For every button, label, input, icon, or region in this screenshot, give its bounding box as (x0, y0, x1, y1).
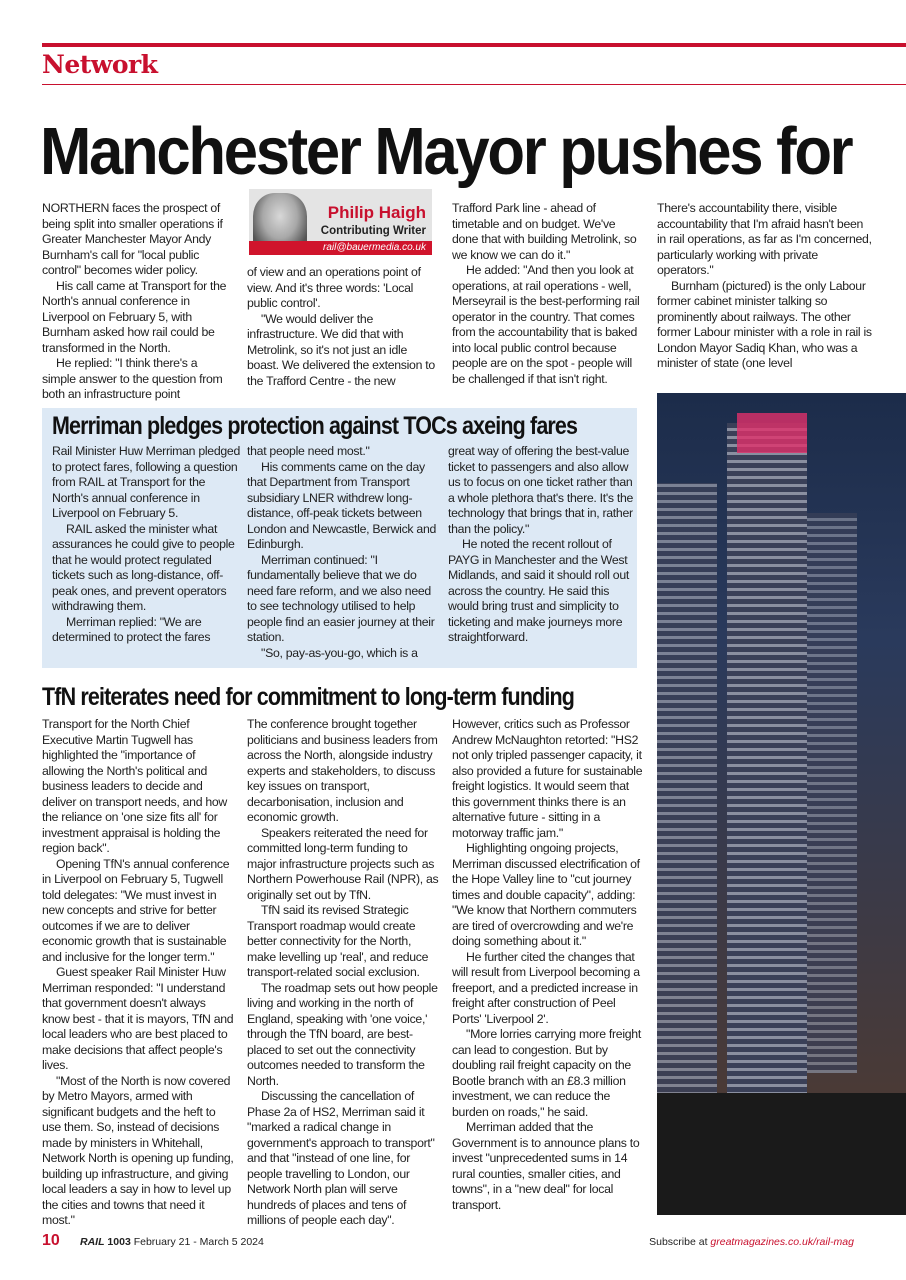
top-rule (42, 43, 906, 47)
main-col-3 (452, 201, 644, 387)
paragraph: He noted the recent rollout of PAYG in Manchester and the West Midlands, and said it should roll out across the country. He said this would bring trust and simplicity to ticketing and make journeys more straightforward. (448, 537, 629, 644)
paragraph: "Most of the North is now covered by Metro Mayors, armed with significant budgets and the heft to use them. So, instead of decisions made by ministers in Whitehall, Network North is opening up funding, building up infrastructure, and giving local leaders a say in how to level up the cities and towns that need it most." (42, 1073, 234, 1227)
paragraph: great way of offering the best-value ticket to passengers and also allow us to focus on one ticket rather than a whole plethora that's there. It's the technology that brings that in, rather than the policy." (448, 444, 634, 536)
headline: Manchester Mayor pushes for (40, 114, 852, 189)
section-label: Network (42, 50, 158, 79)
box-col-1 (52, 444, 240, 646)
byline-box (249, 189, 432, 255)
paragraph: He replied: "I think there's a simple answer to the question from both an infrastructure point (42, 356, 223, 401)
paragraph: Merriman replied: "We are determined to protect the fares (52, 614, 211, 644)
author-name: Philip Haigh (327, 203, 426, 222)
main-col-1 (42, 201, 232, 403)
author-role: Contributing Writer (320, 225, 426, 237)
paragraph: NORTHERN faces the prospect of being split into smaller operations if Greater Manchester Mayor Andy Burnham's call for "local public control" becomes wider policy. (42, 201, 223, 277)
story2-col-2 (247, 717, 439, 1229)
paragraph: Merriman continued: "I fundamentally believe that we do need fare reform, and we also need to see technology utilised to help people find an easier journey at their station. (247, 552, 435, 644)
paragraph: The roadmap sets out how people living and working in the north of England, speaking with 'one voice,' through the TfN board, are best-placed to set out the connectivity outcomes needed to transform the North. (247, 980, 438, 1088)
main-col-4 (657, 201, 872, 372)
paragraph: Opening TfN's annual conference in Liverpool on February 5, Tugwell told delegates: "We must invest in new concepts and strive for better outcomes if we are to deliver economic growth that is sustainable and inclusive for the longer term." (42, 856, 230, 964)
issue-info (80, 1236, 264, 1248)
paragraph: Rail Minister Huw Merriman pledged to protect fares, following a question from RAIL at Transport for the North's annual conference in Liverpool on February 5. (52, 444, 240, 520)
story2-col-1 (42, 717, 234, 1229)
paragraph: Speakers reiterated the need for committed long-term funding to major infrastructure projects such as Northern Powerhouse Rail (NPR), as originally set out by TfN. (247, 825, 439, 902)
paragraph: Discussing the cancellation of Phase 2a of HS2, Merriman said it "marked a radical change in government's approach to transport" and that "instead of one line, for people travelling to London, our Network North plan will serve hundreds of places and tens of millions of people each day". (247, 1089, 435, 1227)
paragraph: His comments came on the day that Department from Transport subsidiary LNER withdrew long-distance, off-peak tickets between London and Newcastle, Berwick and Edinburgh. (247, 459, 437, 551)
paragraph: that people need most." (247, 444, 370, 458)
section-rule (42, 84, 906, 85)
main-col-2 (247, 265, 439, 389)
box-title: Merriman pledges protection against TOCs axeing fares (52, 412, 578, 440)
box-col-3 (448, 444, 634, 646)
paragraph: He added: "And then you look at operations, at rail operations - well, Merseyrail is the best-performing rail operator in the country. That comes from the accountability that is baked into local public control because people are on the spot - people will be challenged if that isn't right. (452, 263, 640, 386)
paragraph: Guest speaker Rail Minister Huw Merriman responded: "I understand that government doesn't always know best - that it is mayors, TfN and local leaders who are best placed to make decisions that affect people's lives. (42, 965, 234, 1072)
issue-number: 1003 (107, 1236, 131, 1248)
manchester-skyline-photo (657, 393, 906, 1215)
paragraph: Merriman added that the Government is to announce plans to invest "unprecedented sums in 14 rural counties, smaller cities, and towns", in a "new deal" for local transport. (452, 1120, 640, 1212)
paragraph: Burnham (pictured) is the only Labour former cabinet minister talking so prominently about railways. The other former Labour minister with a role in rail is London Mayor Sadiq Khan, who was a minister of state (one level (657, 278, 872, 370)
subscribe-label: Subscribe at (649, 1236, 708, 1248)
story2-col-3 (452, 717, 644, 1213)
paragraph: "So, pay-as-you-go, which is a (261, 645, 418, 660)
story2-title: TfN reiterates need for commitment to long-term funding (42, 683, 575, 711)
paragraph: He further cited the changes that will result from Liverpool becoming a freeport, and a predicted increase in freight after construction of Peel Ports' 'Liverpool 2'. (452, 949, 640, 1026)
paragraph: "More lorries carrying more freight can lead to congestion. But by doubling rail freight capacity on the Bootle branch with an £8.3 million investment, we can reduce the burden on roads," he said. (452, 1027, 641, 1119)
paragraph: RAIL asked the minister what assurances he could give to people that he would protect regulated tickets such as long-distance, off-peak ones, and prevent operators withdrawing them. (52, 521, 235, 613)
paragraph: His call came at Transport for the North's annual conference in Liverpool on February 5, with Burnham asked how rail could be transformed in the North. (42, 278, 227, 355)
paragraph: However, critics such as Professor Andrew McNaughton retorted: "HS2 not only tripled passenger capacity, it also provided a future for sustainable freight logistics. It would seem that this government thinks there is an alternative future - sitting in a motorway traffic jam." (452, 717, 643, 840)
paragraph: of view and an operations point of view. And it's three words: 'Local public control'. (247, 265, 421, 310)
magazine-name: RAIL (80, 1236, 105, 1248)
subscribe-link[interactable]: greatmagazines.co.uk/rail-mag (710, 1236, 854, 1248)
paragraph: There's accountability there, visible accountability that I'm afraid hasn't been in rail operations, as far as I'm concerned, particularly working with private operators." (657, 201, 872, 277)
page-number: 10 (42, 1232, 60, 1249)
box-col-2 (247, 444, 439, 661)
paragraph: TfN said its revised Strategic Transport roadmap would create better connectivity for the North, make levelling up 'real', and reduce transport-related social exclusion. (247, 903, 429, 979)
paragraph: The conference brought together politicians and business leaders from across the North, alongside industry experts and stakeholders, to discuss key issues on transport, decarbonisation, inclusion and economic growth. (247, 717, 438, 824)
author-email[interactable]: rail@bauermedia.co.uk (249, 241, 432, 255)
paragraph: Transport for the North Chief Executive Martin Tugwell has highlighted the "importance of allowing the North's political and business leaders to decide and deliver on transport needs, and how the reliance on 'one size fits all' for investment appraisal is holding the region back". (42, 717, 228, 855)
issue-dates: February 21 - March 5 2024 (133, 1236, 264, 1248)
paragraph: "We would deliver the infrastructure. We did that with Metrolink, so it's not just an idle boast. We delivered the extension to the Trafford Centre - the new (247, 311, 435, 388)
subscribe-line (649, 1236, 854, 1248)
paragraph: Trafford Park line - ahead of timetable and on budget. We've done that with building Metrolink, so we know we can do it." (452, 201, 637, 262)
paragraph: Highlighting ongoing projects, Merriman discussed electrification of the Hope Valley line to "cut journey times and double capacity", adding: "We know that Northern commuters are tired of overcrowding and we're doing something about it." (452, 841, 640, 948)
